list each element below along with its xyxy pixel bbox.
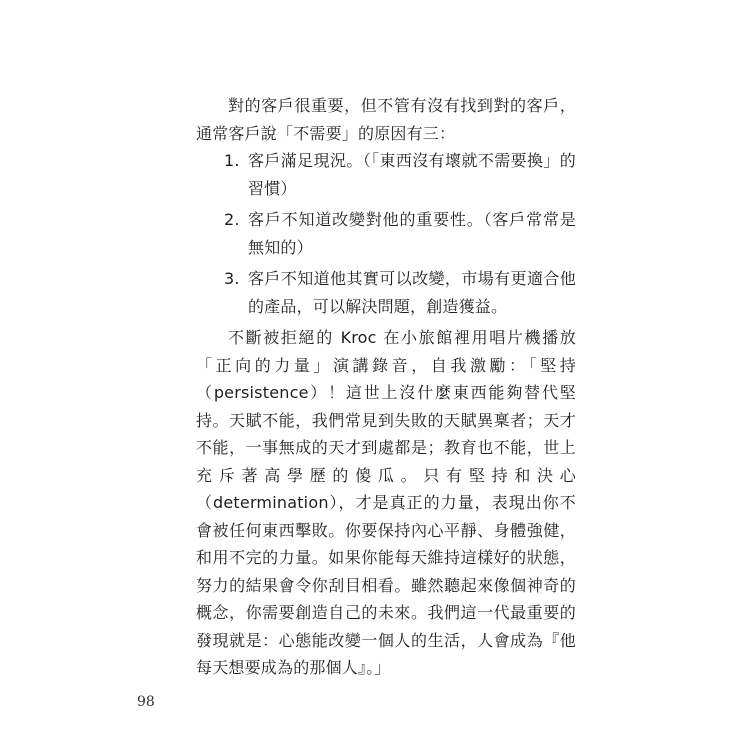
page-number: 98: [137, 694, 155, 710]
reasons-list: [196, 147, 576, 320]
list-item: [196, 206, 576, 261]
list-item-text: 客戶滿足現況。（「東西沒有壞就不需要換」的習慣）: [248, 151, 576, 198]
list-item-text: 客戶不知道他其實可以改變，市場有更適合他的產品，可以解決問題，創造獲益。: [248, 269, 576, 316]
list-item-number: 1.: [224, 151, 240, 170]
list-item-text: 客戶不知道改變對他的重要性。（客戶常常是無知的）: [248, 210, 576, 257]
list-item-number: 3.: [224, 269, 240, 288]
list-item-number: 2.: [224, 210, 240, 229]
body-paragraph: 不斷被拒絕的 Kroc 在小旅館裡用唱片機播放「正向的力量」演講錄音，自我激勵：「堅持（persistence）！這世上沒什麼東西能夠替代堅持。天賦不能，我們常見到失敗的天賦異稟者；天才不能，一事無成的天才到處都是；教育也不能，世上充斥著高學歷的傻瓜。只有堅持和決心（determination），才是真正的力量，表現出你不會被任何東西擊敗。你要保持內心平靜、身體強健，和用不完的力量。如果你能每天維持這樣好的狀態，努力的結果會令你刮目相看。雖然聽起來像個神奇的概念，你需要創造自己的未來。我們這一代最重要的發現就是：心態能改變一個人的生活，人會成為『他每天想要成為的那個人』。」: [196, 328, 576, 677]
list-item: [196, 147, 576, 202]
page-text: [196, 92, 576, 682]
list-item: [196, 265, 576, 320]
intro-paragraph: 對的客戶很重要，但不管有沒有找到對的客戶，通常客戶說「不需要」的原因有三：: [196, 96, 576, 143]
